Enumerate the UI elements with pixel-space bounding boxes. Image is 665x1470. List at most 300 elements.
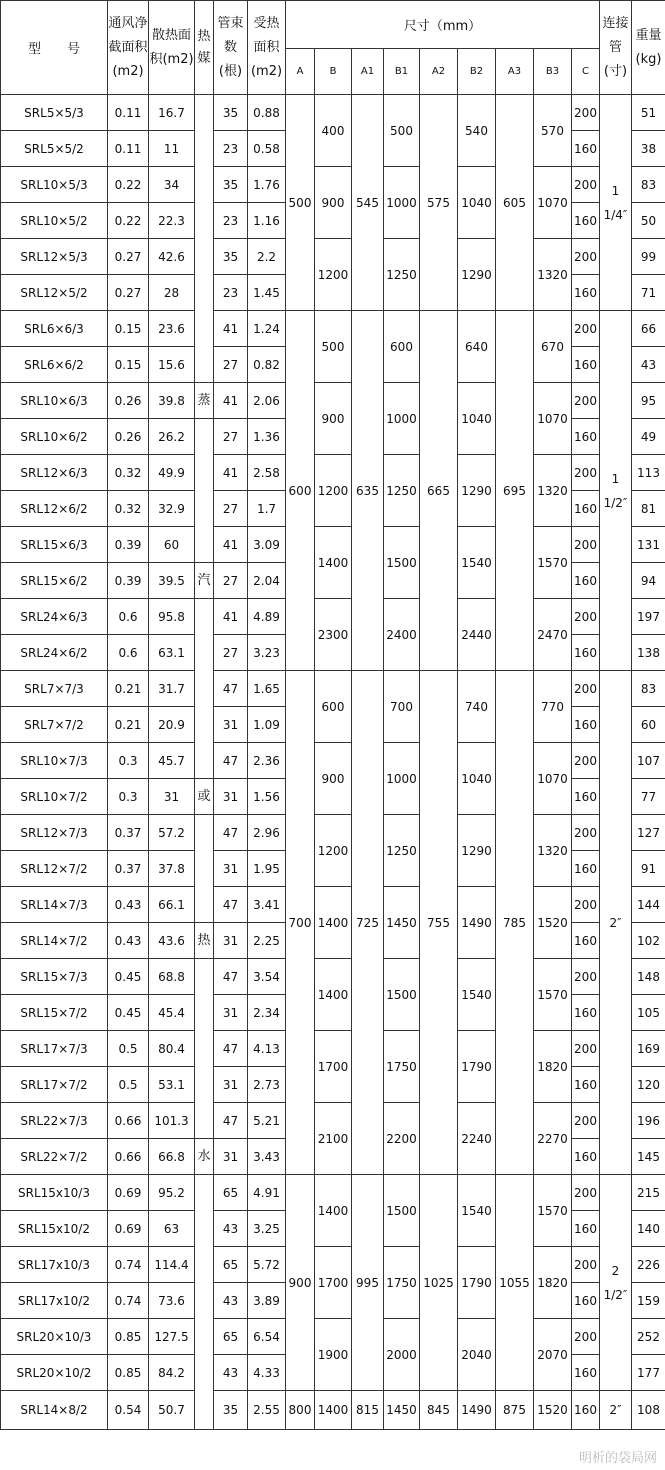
cell-weight: 177 (632, 1355, 665, 1391)
cell-dim-b2: 1540 (458, 959, 496, 1031)
cell-dim-c: 200 (572, 383, 600, 419)
cell-tube-rows: 27 (214, 491, 248, 527)
cell-vent-area: 0.37 (108, 815, 149, 851)
cell-tube-rows: 31 (214, 779, 248, 815)
cell-dim-c: 200 (572, 95, 600, 131)
cell-tube-rows: 65 (214, 1247, 248, 1283)
cell-medium (195, 959, 214, 1139)
cell-dim-b1: 500 (384, 95, 420, 167)
cell-heated-area: 2.58 (248, 455, 286, 491)
cell-tube-rows: 35 (214, 1391, 248, 1430)
cell-vent-area: 0.27 (108, 275, 149, 311)
cell-dim-a: 600 (286, 311, 315, 671)
cell-dim-b1: 1000 (384, 167, 420, 239)
cell-heated-area: 1.24 (248, 311, 286, 347)
cell-heat-area: 16.7 (149, 95, 195, 131)
cell-dim-b1: 2000 (384, 1319, 420, 1391)
cell-dim-c: 160 (572, 203, 600, 239)
header-col-a3: A3 (496, 49, 534, 95)
cell-vent-area: 0.37 (108, 851, 149, 887)
cell-dim-c: 200 (572, 527, 600, 563)
cell-dim-b: 1200 (315, 455, 352, 527)
cell-dim-c: 200 (572, 887, 600, 923)
cell-dim-a: 700 (286, 671, 315, 1175)
cell-weight: 113 (632, 455, 665, 491)
table-row (1, 527, 665, 563)
cell-dim-c: 200 (572, 239, 600, 275)
cell-dim-c: 160 (572, 923, 600, 959)
cell-model: SRL15×7/3 (1, 959, 108, 995)
cell-pipe: 1 1/2″ (600, 311, 632, 671)
cell-weight: 169 (632, 1031, 665, 1067)
cell-dim-b1: 700 (384, 671, 420, 743)
cell-model: SRL15x10/3 (1, 1175, 108, 1211)
cell-tube-rows: 47 (214, 671, 248, 707)
cell-dim-c: 160 (572, 491, 600, 527)
cell-model: SRL22×7/2 (1, 1139, 108, 1175)
cell-weight: 144 (632, 887, 665, 923)
cell-medium: 水 (195, 1139, 214, 1175)
cell-dim-b3: 1520 (534, 887, 572, 959)
cell-model: SRL15×6/3 (1, 527, 108, 563)
cell-weight: 145 (632, 1139, 665, 1175)
cell-tube-rows: 65 (214, 1175, 248, 1211)
cell-heated-area: 3.09 (248, 527, 286, 563)
cell-weight: 197 (632, 599, 665, 635)
cell-dim-b3: 570 (534, 95, 572, 167)
table-row (1, 1031, 665, 1067)
cell-heated-area: 2.04 (248, 563, 286, 599)
cell-tube-rows: 41 (214, 383, 248, 419)
cell-medium (195, 1175, 214, 1430)
cell-dim-b: 1400 (315, 1175, 352, 1247)
cell-tube-rows: 43 (214, 1355, 248, 1391)
cell-weight: 71 (632, 275, 665, 311)
table-row (1, 815, 665, 851)
cell-dim-c: 160 (572, 131, 600, 167)
cell-dim-b1: 600 (384, 311, 420, 383)
cell-dim-b: 1400 (315, 959, 352, 1031)
cell-dim-b1: 1250 (384, 455, 420, 527)
table-row (1, 455, 665, 491)
cell-dim-a1: 995 (352, 1175, 384, 1391)
cell-heat-area: 66.8 (149, 1139, 195, 1175)
cell-dim-b3: 1570 (534, 527, 572, 599)
cell-vent-area: 0.15 (108, 347, 149, 383)
cell-vent-area: 0.85 (108, 1319, 149, 1355)
cell-heated-area: 3.41 (248, 887, 286, 923)
cell-dim-c: 200 (572, 167, 600, 203)
cell-dim-b2: 540 (458, 95, 496, 167)
cell-dim-c: 160 (572, 707, 600, 743)
cell-tube-rows: 47 (214, 743, 248, 779)
cell-dim-a2: 575 (420, 95, 458, 311)
cell-vent-area: 0.5 (108, 1067, 149, 1103)
cell-dim-c: 200 (572, 1031, 600, 1067)
cell-heat-area: 39.5 (149, 563, 195, 599)
cell-dim-b1: 2200 (384, 1103, 420, 1175)
cell-dim-a2: 1025 (420, 1175, 458, 1391)
cell-dim-b1: 1450 (384, 1391, 420, 1430)
table-row (1, 1391, 665, 1430)
cell-heat-area: 15.6 (149, 347, 195, 383)
cell-weight: 105 (632, 995, 665, 1031)
cell-dim-c: 160 (572, 779, 600, 815)
header-col-b2: B2 (458, 49, 496, 95)
table-row (1, 1175, 665, 1211)
cell-tube-rows: 31 (214, 1139, 248, 1175)
cell-dim-b2: 1790 (458, 1031, 496, 1103)
cell-dim-b2: 1290 (458, 455, 496, 527)
cell-model: SRL14×7/3 (1, 887, 108, 923)
cell-model: SRL14×8/2 (1, 1391, 108, 1430)
cell-dim-b3: 1820 (534, 1247, 572, 1319)
header-medium: 热媒 (195, 1, 214, 95)
header-col-a2: A2 (420, 49, 458, 95)
cell-model: SRL10×7/3 (1, 743, 108, 779)
cell-model: SRL10×5/3 (1, 167, 108, 203)
cell-weight: 38 (632, 131, 665, 167)
cell-dim-b1: 1250 (384, 815, 420, 887)
cell-vent-area: 0.54 (108, 1391, 149, 1430)
cell-dim-b3: 770 (534, 671, 572, 743)
cell-heated-area: 1.36 (248, 419, 286, 455)
cell-model: SRL17x10/2 (1, 1283, 108, 1319)
table-row (1, 239, 665, 275)
cell-medium (195, 95, 214, 383)
cell-dim-b3: 1320 (534, 239, 572, 311)
cell-tube-rows: 47 (214, 1103, 248, 1139)
cell-vent-area: 0.69 (108, 1211, 149, 1247)
cell-heated-area: 1.16 (248, 203, 286, 239)
cell-model: SRL6×6/3 (1, 311, 108, 347)
cell-weight: 196 (632, 1103, 665, 1139)
cell-dim-b3: 1070 (534, 743, 572, 815)
cell-model: SRL17×7/2 (1, 1067, 108, 1103)
cell-weight: 102 (632, 923, 665, 959)
cell-model: SRL12×7/2 (1, 851, 108, 887)
cell-medium: 汽 (195, 563, 214, 599)
cell-model: SRL7×7/3 (1, 671, 108, 707)
cell-heated-area: 2.34 (248, 995, 286, 1031)
table-row (1, 1319, 665, 1355)
cell-dim-b2: 1040 (458, 383, 496, 455)
cell-tube-rows: 23 (214, 275, 248, 311)
cell-vent-area: 0.27 (108, 239, 149, 275)
cell-tube-rows: 31 (214, 1067, 248, 1103)
cell-medium (195, 599, 214, 779)
cell-dim-a: 500 (286, 95, 315, 311)
cell-model: SRL5×5/3 (1, 95, 108, 131)
cell-model: SRL15x10/2 (1, 1211, 108, 1247)
header-col-a1: A1 (352, 49, 384, 95)
header-weight: 重量(kg) (632, 1, 665, 95)
cell-dim-b2: 1290 (458, 815, 496, 887)
cell-dim-b2: 1540 (458, 527, 496, 599)
cell-pipe: 2″ (600, 671, 632, 1175)
cell-heat-area: 68.8 (149, 959, 195, 995)
cell-heat-area: 63.1 (149, 635, 195, 671)
table-body (1, 95, 665, 1430)
cell-dim-c: 160 (572, 419, 600, 455)
cell-vent-area: 0.3 (108, 779, 149, 815)
cell-pipe: 1 1/4″ (600, 95, 632, 311)
cell-dim-c: 160 (572, 851, 600, 887)
cell-heat-area: 32.9 (149, 491, 195, 527)
cell-tube-rows: 23 (214, 131, 248, 167)
cell-heat-area: 66.1 (149, 887, 195, 923)
cell-model: SRL5×5/2 (1, 131, 108, 167)
cell-heated-area: 0.88 (248, 95, 286, 131)
cell-vent-area: 0.69 (108, 1175, 149, 1211)
table-row (1, 167, 665, 203)
cell-weight: 108 (632, 1391, 665, 1430)
cell-heated-area: 0.58 (248, 131, 286, 167)
cell-heat-area: 114.4 (149, 1247, 195, 1283)
cell-heat-area: 28 (149, 275, 195, 311)
cell-vent-area: 0.15 (108, 311, 149, 347)
cell-dim-a3: 695 (496, 311, 534, 671)
table-row (1, 1247, 665, 1283)
cell-heated-area: 2.73 (248, 1067, 286, 1103)
cell-dim-b: 400 (315, 95, 352, 167)
cell-weight: 83 (632, 671, 665, 707)
cell-tube-rows: 47 (214, 959, 248, 995)
cell-vent-area: 0.45 (108, 995, 149, 1031)
cell-dim-c: 200 (572, 1247, 600, 1283)
cell-heated-area: 5.72 (248, 1247, 286, 1283)
cell-tube-rows: 41 (214, 599, 248, 635)
cell-vent-area: 0.21 (108, 707, 149, 743)
cell-heated-area: 2.2 (248, 239, 286, 275)
cell-heat-area: 26.2 (149, 419, 195, 455)
cell-weight: 138 (632, 635, 665, 671)
cell-dim-a1: 725 (352, 671, 384, 1175)
cell-weight: 159 (632, 1283, 665, 1319)
cell-tube-rows: 27 (214, 563, 248, 599)
cell-heat-area: 95.8 (149, 599, 195, 635)
cell-heated-area: 3.25 (248, 1211, 286, 1247)
cell-heated-area: 4.33 (248, 1355, 286, 1391)
cell-vent-area: 0.39 (108, 527, 149, 563)
cell-heat-area: 57.2 (149, 815, 195, 851)
table-row (1, 383, 665, 419)
cell-heat-area: 50.7 (149, 1391, 195, 1430)
header-heated-area: 受热面积(m2) (248, 1, 286, 95)
table-row (1, 671, 665, 707)
cell-weight: 49 (632, 419, 665, 455)
cell-heat-area: 42.6 (149, 239, 195, 275)
header-model: 型 号 (1, 1, 108, 95)
cell-heated-area: 2.96 (248, 815, 286, 851)
cell-dim-c: 200 (572, 1175, 600, 1211)
cell-weight: 131 (632, 527, 665, 563)
cell-dim-b3: 1320 (534, 815, 572, 887)
cell-tube-rows: 27 (214, 347, 248, 383)
cell-heated-area: 3.43 (248, 1139, 286, 1175)
cell-weight: 252 (632, 1319, 665, 1355)
cell-vent-area: 0.11 (108, 95, 149, 131)
cell-heat-area: 20.9 (149, 707, 195, 743)
cell-heat-area: 45.4 (149, 995, 195, 1031)
header-pipe: 连接管(寸) (600, 1, 632, 95)
cell-dim-b3: 2470 (534, 599, 572, 671)
cell-tube-rows: 43 (214, 1283, 248, 1319)
cell-weight: 94 (632, 563, 665, 599)
cell-vent-area: 0.22 (108, 167, 149, 203)
cell-dim-b1: 1750 (384, 1247, 420, 1319)
cell-heated-area: 3.89 (248, 1283, 286, 1319)
cell-dim-a2: 845 (420, 1391, 458, 1430)
cell-dim-c: 200 (572, 1103, 600, 1139)
cell-dim-c: 200 (572, 455, 600, 491)
cell-dim-b: 1700 (315, 1031, 352, 1103)
cell-tube-rows: 41 (214, 455, 248, 491)
cell-dim-b3: 2070 (534, 1319, 572, 1391)
cell-model: SRL24×6/2 (1, 635, 108, 671)
cell-dim-c: 160 (572, 635, 600, 671)
cell-dim-b: 1400 (315, 887, 352, 959)
cell-model: SRL12×6/3 (1, 455, 108, 491)
cell-medium: 或 (195, 779, 214, 815)
cell-tube-rows: 31 (214, 923, 248, 959)
cell-dim-c: 160 (572, 563, 600, 599)
cell-heated-area: 3.54 (248, 959, 286, 995)
cell-dim-b3: 1070 (534, 383, 572, 455)
cell-dim-b: 900 (315, 743, 352, 815)
cell-model: SRL15×6/2 (1, 563, 108, 599)
cell-heat-area: 43.6 (149, 923, 195, 959)
cell-dim-b3: 670 (534, 311, 572, 383)
cell-heated-area: 6.54 (248, 1319, 286, 1355)
cell-heated-area: 2.25 (248, 923, 286, 959)
cell-dim-a3: 875 (496, 1391, 534, 1430)
cell-weight: 43 (632, 347, 665, 383)
cell-tube-rows: 41 (214, 311, 248, 347)
table-row (1, 95, 665, 131)
cell-weight: 66 (632, 311, 665, 347)
cell-heat-area: 63 (149, 1211, 195, 1247)
cell-dim-b1: 1000 (384, 743, 420, 815)
cell-weight: 50 (632, 203, 665, 239)
table-row (1, 959, 665, 995)
cell-heat-area: 73.6 (149, 1283, 195, 1319)
cell-dim-b2: 1790 (458, 1247, 496, 1319)
header-col-c: C (572, 49, 600, 95)
cell-dim-c: 200 (572, 959, 600, 995)
cell-heated-area: 1.76 (248, 167, 286, 203)
cell-vent-area: 0.5 (108, 1031, 149, 1067)
cell-vent-area: 0.6 (108, 635, 149, 671)
cell-pipe: 2″ (600, 1391, 632, 1430)
cell-dim-b: 2100 (315, 1103, 352, 1175)
cell-heated-area: 1.09 (248, 707, 286, 743)
cell-tube-rows: 31 (214, 707, 248, 743)
cell-weight: 77 (632, 779, 665, 815)
cell-tube-rows: 27 (214, 419, 248, 455)
header-col-a: A (286, 49, 315, 95)
cell-dim-a: 800 (286, 1391, 315, 1430)
cell-dim-b2: 2440 (458, 599, 496, 671)
cell-dim-a3: 1055 (496, 1175, 534, 1391)
cell-tube-rows: 23 (214, 203, 248, 239)
cell-vent-area: 0.32 (108, 455, 149, 491)
cell-weight: 91 (632, 851, 665, 887)
cell-heat-area: 34 (149, 167, 195, 203)
cell-heat-area: 45.7 (149, 743, 195, 779)
cell-heated-area: 2.55 (248, 1391, 286, 1430)
cell-dim-a1: 635 (352, 311, 384, 671)
cell-heated-area: 0.82 (248, 347, 286, 383)
cell-weight: 60 (632, 707, 665, 743)
cell-heated-area: 4.13 (248, 1031, 286, 1067)
cell-model: SRL12×5/3 (1, 239, 108, 275)
cell-dim-c: 160 (572, 1391, 600, 1430)
cell-dim-a3: 605 (496, 95, 534, 311)
cell-vent-area: 0.74 (108, 1283, 149, 1319)
header-heat-area: 散热面积(m2) (149, 1, 195, 95)
cell-tube-rows: 41 (214, 527, 248, 563)
cell-dim-c: 160 (572, 995, 600, 1031)
cell-dim-b1: 1500 (384, 1175, 420, 1247)
cell-heat-area: 22.3 (149, 203, 195, 239)
cell-model: SRL10×7/2 (1, 779, 108, 815)
cell-dim-b3: 1570 (534, 1175, 572, 1247)
cell-model: SRL20×10/3 (1, 1319, 108, 1355)
cell-dim-b: 1200 (315, 239, 352, 311)
cell-vent-area: 0.66 (108, 1139, 149, 1175)
cell-model: SRL22×7/3 (1, 1103, 108, 1139)
cell-heated-area: 1.65 (248, 671, 286, 707)
cell-vent-area: 0.74 (108, 1247, 149, 1283)
cell-dim-c: 160 (572, 347, 600, 383)
cell-heated-area: 1.95 (248, 851, 286, 887)
header-col-b1: B1 (384, 49, 420, 95)
cell-model: SRL17×7/3 (1, 1031, 108, 1067)
cell-vent-area: 0.22 (108, 203, 149, 239)
cell-heat-area: 80.4 (149, 1031, 195, 1067)
cell-dim-a3: 785 (496, 671, 534, 1175)
cell-dim-b: 1400 (315, 1391, 352, 1430)
cell-heat-area: 49.9 (149, 455, 195, 491)
cell-dim-c: 200 (572, 599, 600, 635)
header-tube-rows: 管束数(根) (214, 1, 248, 95)
cell-vent-area: 0.39 (108, 563, 149, 599)
cell-model: SRL12×6/2 (1, 491, 108, 527)
table-row (1, 599, 665, 635)
cell-model: SRL20×10/2 (1, 1355, 108, 1391)
cell-dim-b2: 1490 (458, 887, 496, 959)
header-col-b: B (315, 49, 352, 95)
cell-dim-c: 160 (572, 1139, 600, 1175)
cell-dim-c: 160 (572, 1355, 600, 1391)
cell-weight: 51 (632, 95, 665, 131)
cell-dim-b3: 1070 (534, 167, 572, 239)
cell-heated-area: 1.7 (248, 491, 286, 527)
cell-vent-area: 0.32 (108, 491, 149, 527)
cell-medium (195, 419, 214, 563)
cell-dim-b2: 640 (458, 311, 496, 383)
cell-dim-b1: 1450 (384, 887, 420, 959)
cell-dim-b: 2300 (315, 599, 352, 671)
cell-dim-c: 200 (572, 815, 600, 851)
cell-dim-b2: 1540 (458, 1175, 496, 1247)
cell-heated-area: 2.36 (248, 743, 286, 779)
cell-weight: 140 (632, 1211, 665, 1247)
cell-vent-area: 0.21 (108, 671, 149, 707)
cell-dim-b: 1200 (315, 815, 352, 887)
table-row (1, 311, 665, 347)
